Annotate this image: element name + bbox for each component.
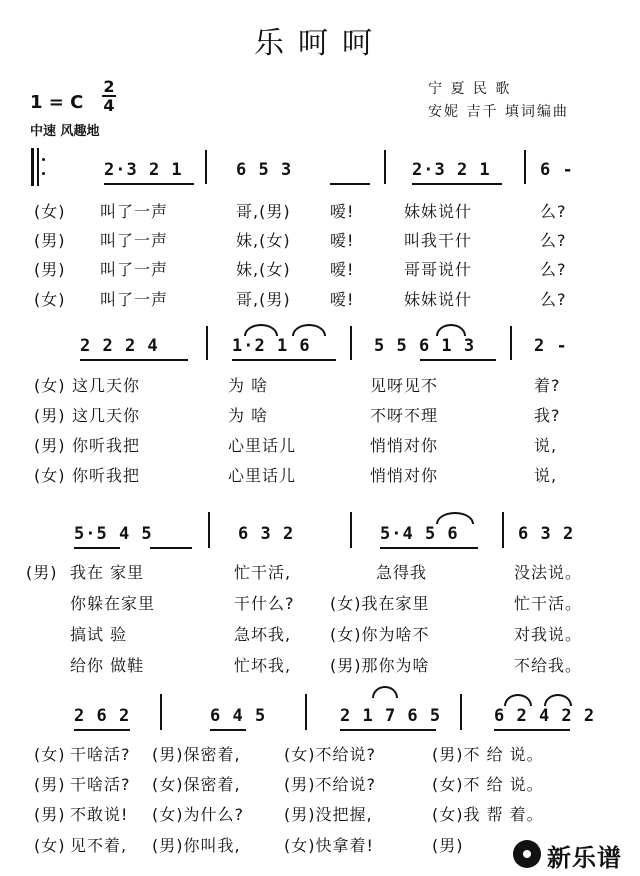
barline	[524, 150, 526, 184]
notes-measure: 2·3 2 1	[412, 160, 491, 180]
lyric-text: 这几天你	[72, 376, 141, 395]
barline	[350, 326, 352, 360]
beam-underline	[420, 359, 496, 361]
notes-measure: 6 2 4 2 2	[494, 706, 596, 726]
barline	[350, 512, 352, 548]
lyric-text: 妹,(女)	[236, 260, 291, 279]
slur	[244, 324, 278, 336]
lyric-text: 叫了一声	[100, 231, 169, 250]
notes-measure: 6 4 5	[210, 706, 267, 726]
slur	[292, 324, 326, 336]
lyric-text: (男)没把握,	[284, 805, 373, 824]
notes-measure: 2 1 7 6 5	[340, 706, 442, 726]
barline	[208, 512, 210, 548]
notes-measure: 6 3 2	[518, 524, 575, 544]
beam-underline	[74, 547, 120, 549]
beam-underline	[104, 183, 194, 185]
repeat-bar-thin	[37, 148, 39, 186]
barline	[510, 326, 512, 360]
lyric-text: 给你 做鞋	[70, 656, 145, 675]
lyric-text: 叫我干什	[404, 231, 473, 250]
beam-underline	[380, 547, 478, 549]
lyric-text: 着?	[534, 376, 561, 395]
barline	[305, 694, 307, 730]
lyric-text: 不呀不理	[370, 406, 439, 425]
singer-tag: (女)	[34, 836, 66, 855]
barline	[384, 150, 386, 184]
barline	[160, 694, 162, 730]
lyric-text: 没法说。	[514, 563, 583, 582]
lyric-text: 为 啥	[228, 376, 269, 395]
watermark-text: 新乐谱	[547, 844, 622, 872]
beam-underline	[80, 359, 188, 361]
time-denominator: 4	[103, 96, 115, 115]
key-signature: 1 = C	[30, 92, 84, 113]
repeat-bar-thick	[31, 148, 34, 186]
lyric-text: (女)你为啥不	[330, 625, 430, 644]
notes-measure: 2 2 2 4	[80, 336, 159, 356]
notes-measure: 1·2 1 6	[232, 336, 311, 356]
time-numerator: 2	[103, 77, 115, 96]
lyric-text: 见不着,	[70, 836, 128, 855]
beam-underline	[74, 729, 130, 731]
lyric-text: (女)不给说?	[284, 745, 376, 764]
lyric-text: 搞试 验	[70, 625, 128, 644]
lyric-text: 忙干活。	[514, 594, 583, 613]
repeat-dot	[42, 158, 45, 161]
lyric-text: 嗳!	[330, 202, 355, 221]
beam-underline	[150, 547, 192, 549]
lyric-text: 哥,(男)	[236, 290, 291, 309]
lyric-text: 说,	[534, 466, 558, 485]
lyric-text: 急坏我,	[234, 625, 292, 644]
site-watermark-logo	[505, 836, 635, 870]
lyric-text: 见呀见不	[370, 376, 439, 395]
lyric-text: 叫了一声	[100, 290, 169, 309]
time-signature	[99, 78, 119, 114]
lyric-text: 哥哥说什	[404, 260, 473, 279]
vinyl-record-icon	[513, 840, 541, 868]
lyric-text: (男)不 给 说。	[432, 745, 544, 764]
lyric-text: 悄悄对你	[370, 436, 439, 455]
notes-measure: 5·4 5 6	[380, 524, 459, 544]
lyric-text: (男)保密着,	[152, 745, 241, 764]
beam-underline	[330, 183, 370, 185]
lyric-text: (女)不 给 说。	[432, 775, 544, 794]
singer-tag: (男)	[26, 563, 58, 582]
lyric-text: 么?	[540, 260, 567, 279]
singer-tag: (女)	[34, 290, 66, 309]
lyric-text: 心里话儿	[228, 436, 297, 455]
lyric-text: 叫了一声	[100, 260, 169, 279]
lyric-text: 干啥活?	[70, 745, 131, 764]
lyric-text: 么?	[540, 202, 567, 221]
beam-underline	[412, 183, 502, 185]
lyric-text: 你听我把	[72, 466, 141, 485]
lyric-text: (女)快拿着!	[284, 836, 374, 855]
notes-measure: 2·3 2 1	[104, 160, 183, 180]
beam-underline	[494, 729, 570, 731]
lyric-text: 这几天你	[72, 406, 141, 425]
singer-tag: (男)	[34, 805, 66, 824]
lyric-text: (女)保密着,	[152, 775, 241, 794]
barline	[206, 326, 208, 360]
singer-tag: (男)	[34, 231, 66, 250]
beam-underline	[340, 729, 436, 731]
notes-measure: 6 3 2	[238, 524, 295, 544]
lyric-text: 悄悄对你	[370, 466, 439, 485]
lyric-text: 嗳!	[330, 290, 355, 309]
singer-tag: (男)	[34, 406, 66, 425]
lyric-text: 叫了一声	[100, 202, 169, 221]
lyric-text: 你躲在家里	[70, 594, 156, 613]
notes-measure: 6 -	[540, 160, 574, 180]
singer-tag: (男)	[34, 775, 66, 794]
lyric-text: 对我说。	[514, 625, 583, 644]
lyric-text: 哥,(男)	[236, 202, 291, 221]
lyric-text: (男)你叫我,	[152, 836, 241, 855]
slur	[504, 694, 532, 706]
lyric-text: 急得我	[376, 563, 428, 582]
lyric-text: (男)那你为啥	[330, 656, 430, 675]
lyric-text: 我在 家里	[70, 563, 145, 582]
notes-measure: 5 5 6 1 3	[374, 336, 476, 356]
singer-tag: (女)	[34, 466, 66, 485]
credit-arranger: 安妮 吉千 填词编曲	[428, 104, 569, 120]
tempo-marking: 中速 风趣地	[30, 124, 100, 139]
lyric-text: 妹妹说什	[404, 290, 473, 309]
barline	[460, 694, 462, 730]
lyric-text: 干啥活?	[70, 775, 131, 794]
slur	[544, 694, 572, 706]
barline	[502, 512, 504, 548]
lyric-text: 不给我。	[514, 656, 583, 675]
singer-tag: (女)	[34, 745, 66, 764]
lyric-text: 心里话儿	[228, 466, 297, 485]
lyric-text: 不敢说!	[70, 805, 129, 824]
lyric-text: 忙干活,	[234, 563, 292, 582]
beam-underline	[210, 729, 246, 731]
lyric-text: 嗳!	[330, 231, 355, 250]
lyric-text: (女)我 帮 着。	[432, 805, 544, 824]
song-title: 乐呵呵	[254, 26, 386, 61]
credit-origin: 宁 夏 民 歌	[428, 81, 512, 97]
lyric-text: 妹妹说什	[404, 202, 473, 221]
repeat-dot	[42, 172, 45, 175]
singer-tag: (男)	[34, 260, 66, 279]
lyric-text: 嗳!	[330, 260, 355, 279]
slur	[436, 512, 474, 524]
lyric-text: (女)为什么?	[152, 805, 244, 824]
slur	[436, 324, 466, 336]
lyric-text: (男)	[432, 836, 464, 855]
barline	[205, 150, 207, 184]
lyric-text: 干什么?	[234, 594, 295, 613]
notes-measure: 2 6 2	[74, 706, 131, 726]
lyric-text: 妹,(女)	[236, 231, 291, 250]
singer-tag: (女)	[34, 202, 66, 221]
notes-measure: 6 5 3	[236, 160, 293, 180]
lyric-text: 忙坏我,	[234, 656, 292, 675]
lyric-text: 么?	[540, 231, 567, 250]
lyric-text: (男)不给说?	[284, 775, 376, 794]
beam-underline	[232, 359, 336, 361]
lyric-text: 么?	[540, 290, 567, 309]
lyric-text: 为 啥	[228, 406, 269, 425]
lyric-text: (女)我在家里	[330, 594, 430, 613]
lyric-text: 你听我把	[72, 436, 141, 455]
notes-measure: 5·5 4 5	[74, 524, 153, 544]
lyric-text: 我?	[534, 406, 561, 425]
singer-tag: (女)	[34, 376, 66, 395]
lyric-text: 说,	[534, 436, 558, 455]
notes-measure: 2 -	[534, 336, 568, 356]
slur	[372, 686, 398, 698]
singer-tag: (男)	[34, 436, 66, 455]
